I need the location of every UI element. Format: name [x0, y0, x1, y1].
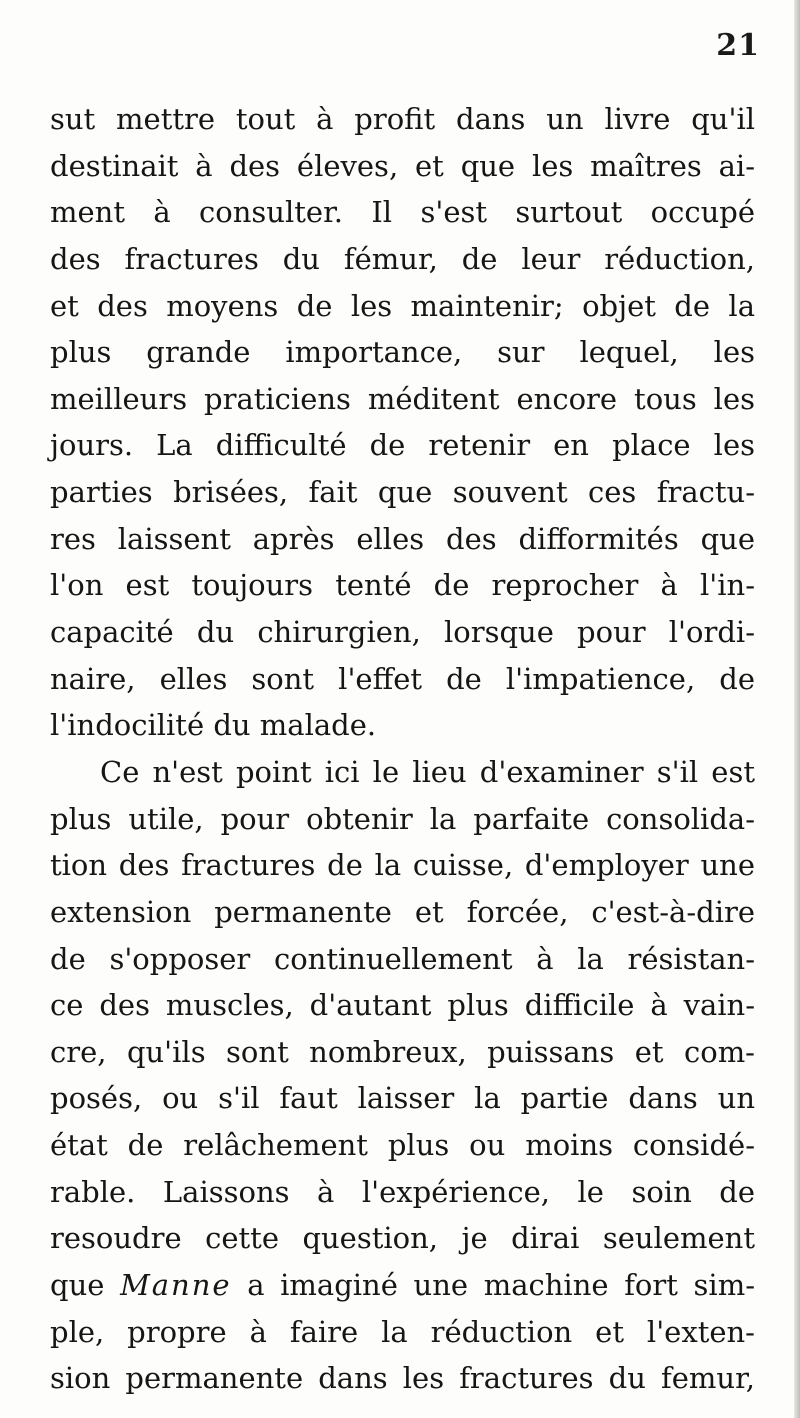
- text-line: sut mettre tout à profit dans un livre qu'il: [50, 102, 755, 136]
- text-line: posés, ou s'il faut laisser la partie dans un: [50, 1081, 755, 1116]
- text-line: extension permanente et forcée, c'est-à-dire: [50, 894, 755, 929]
- text-line: plus grande importance, sur lequel, les: [50, 335, 755, 370]
- text-line: et des moyens de les maintenir; objet de la: [50, 288, 755, 323]
- text-line: naire, elles sont l'effet de l'impatience, de: [50, 661, 755, 696]
- text-fragment: a imaginé une machine fort sim-: [231, 1268, 756, 1303]
- text-line: ment à consulter. Il s'est surtout occupé: [50, 195, 755, 230]
- text-line: res laissent après elles des difformités que: [50, 521, 755, 556]
- text-line: rable. Laissons à l'expérience, le soin de: [50, 1174, 755, 1209]
- text-fragment: que: [50, 1268, 121, 1303]
- text-line: des fractures du fémur, de leur réduction,: [50, 241, 755, 276]
- page-edge-shadow: [794, 0, 800, 1418]
- text-line: cre, qu'ils sont nombreux, puissans et com-: [50, 1034, 755, 1069]
- text-line: état de relâchement plus ou moins considé-: [50, 1128, 755, 1163]
- page-number: 21: [716, 28, 760, 63]
- text-line-with-name: [50, 1262, 755, 1309]
- text-line: l'indocilité du malade.: [50, 708, 377, 743]
- paragraph-first-line: Ce n'est point ici le lieu d'examiner s'il est: [100, 754, 755, 789]
- text-line: capacité du chirurgien, lorsque pour l'ordi-: [50, 615, 755, 650]
- text-line: ple, propre à faire la réduction et l'exten-: [50, 1314, 755, 1349]
- text-line: ce des muscles, d'autant plus difficile à vain-: [50, 988, 755, 1023]
- italic-proper-name: Manne: [120, 1268, 232, 1303]
- text-line: de s'opposer continuellement à la résistan-: [50, 941, 755, 976]
- text-line: tion des fractures de la cuisse, d'employer une: [50, 848, 755, 883]
- text-line: destinait à des éleves, et que les maîtres ai-: [50, 148, 755, 183]
- text-line: sion permanente dans les fractures du femur,: [50, 1361, 755, 1396]
- text-line: resoudre cette question, je dirai seulement: [50, 1221, 755, 1256]
- text-line: plus utile, pour obtenir la parfaite consolida-: [50, 801, 755, 836]
- body-text: [50, 96, 755, 1402]
- text-line: meilleurs praticiens méditent encore tous les: [50, 381, 755, 416]
- text-line: parties brisées, fait que souvent ces fractu-: [50, 475, 755, 510]
- text-line: l'on est toujours tenté de reprocher à l'in-: [50, 568, 755, 603]
- text-line: jours. La difficulté de retenir en place les: [50, 428, 755, 463]
